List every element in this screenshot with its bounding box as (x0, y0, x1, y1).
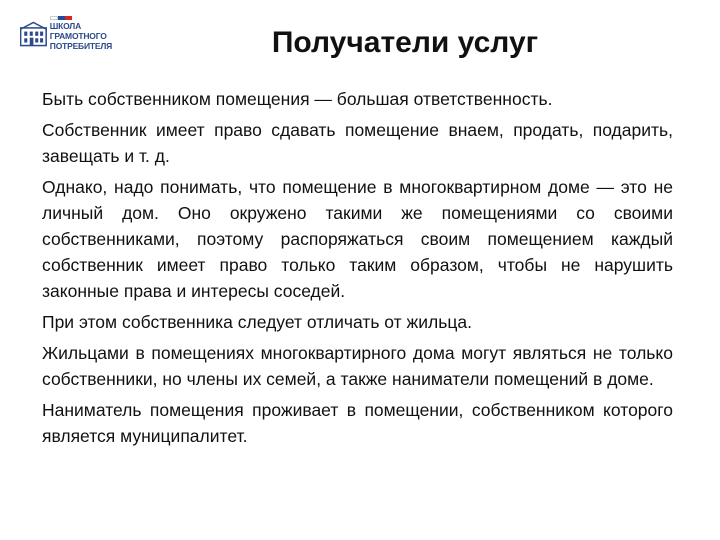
logo-text-line-3: ПОТРЕБИТЕЛЯ (49, 41, 112, 51)
paragraph: При этом собственника следует отличать от жильца. (42, 312, 472, 332)
russian-flag-icon (50, 16, 72, 20)
paragraph: Быть собственником помещения — большая ответственность. (42, 89, 553, 109)
logo-text-line-2: ГРАМОТНОГО (49, 31, 107, 41)
paragraph: Однако, надо понимать, что помещение в многоквартирном доме — это не личный дом. Оно окружено такими же помещениями со своими собственниками, поэтому распоряжаться своим помещением каждый собственник имеет право только таким образом, чтобы не нарушить законные права и интересы соседей. (42, 177, 673, 301)
paragraph: Жильцами в помещениях многоквартирного дома могут являться не только собственники, но члены их семей, а также наниматели помещений в доме. (42, 343, 673, 389)
paragraph: Собственник имеет право сдавать помещение внаем, продать, подарить, завещать и т. д. (42, 120, 673, 166)
content-body (42, 86, 673, 454)
page-title: Получатели услуг (271, 26, 539, 59)
logo-text-line-1: ШКОЛА (49, 21, 82, 31)
paragraph: Наниматель помещения проживает в помещении, собственником которого является муниципалитет. (42, 400, 673, 446)
building-icon (20, 14, 47, 54)
